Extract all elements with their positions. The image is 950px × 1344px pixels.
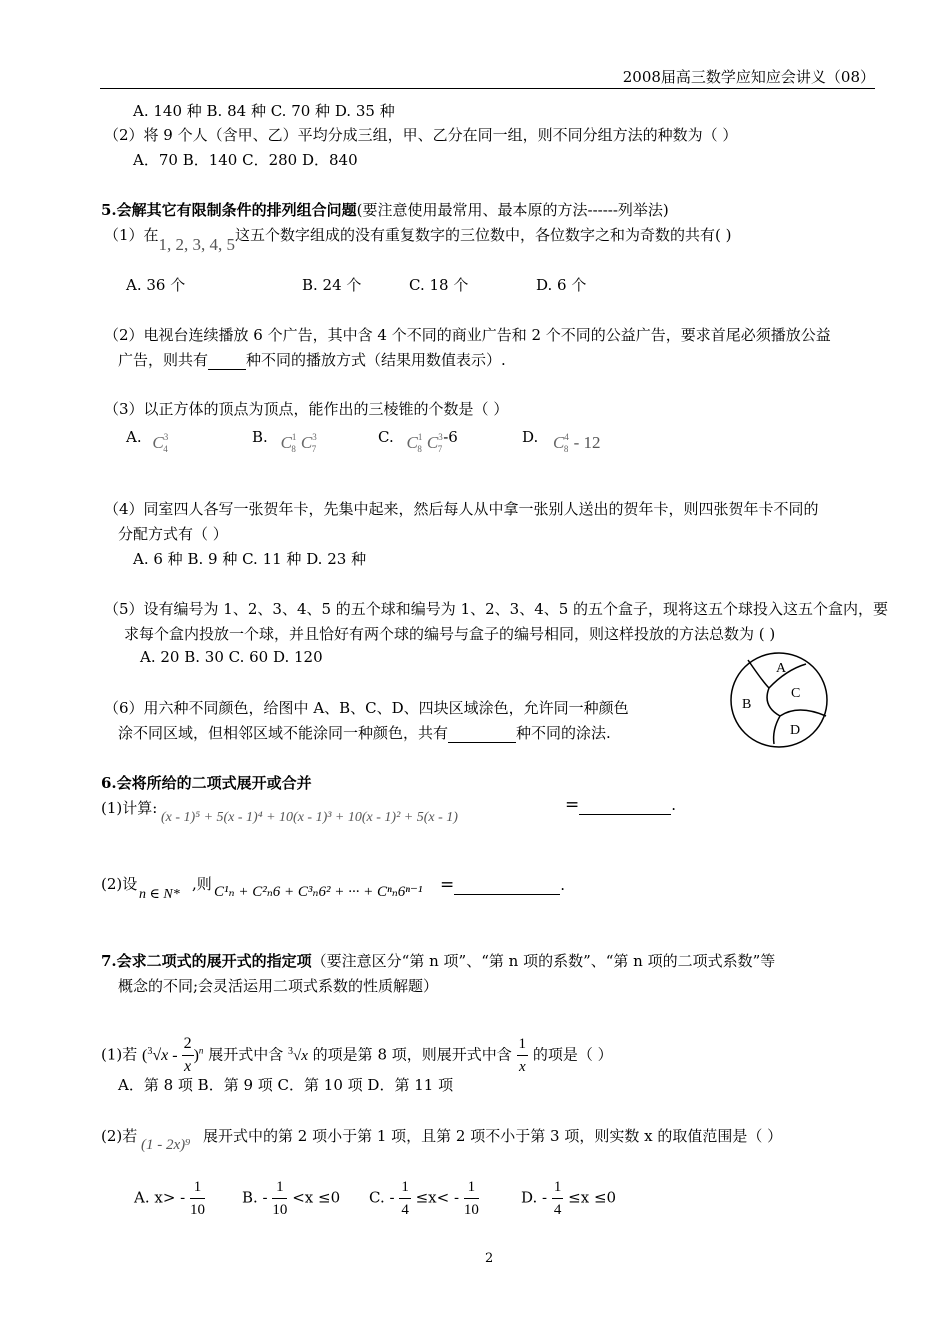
s5-q1-option-d: D. 6 个 [536, 276, 587, 294]
s7-q1-stem [101, 1033, 613, 1078]
s7-q2-option-c [369, 1176, 479, 1221]
section5-title-bold: 5.会解其它有限制条件的排列组合问题 [101, 201, 357, 219]
s5-q2-line1: （2）电视台连续播放 6 个广告，其中含 4 个不同的商业广告和 2 个不同的公益广告，要求首尾必须播放公益 [104, 326, 831, 344]
s7-q2-d-den: 4 [553, 1202, 562, 1218]
s7-q1-binomial: ($^3$√x - $\frac{2}{x}$ )$^n$ [142, 1047, 203, 1064]
s7-q2-b-den: 10 [272, 1202, 288, 1218]
section7-title-bold: 7.会求二项式的展开式的指定项 [101, 952, 312, 970]
s5-q1-stem [104, 224, 732, 254]
s5-q3-d-tail: - 12 [569, 433, 601, 452]
region-coloring-figure [728, 650, 832, 750]
s6-q2-label: (2)设 [101, 875, 138, 893]
figure-divider-2 [769, 664, 806, 688]
s7-q2-c-num2: 1 [464, 1176, 479, 1199]
figure-label-c: C [791, 686, 801, 701]
s5-q6-line2 [118, 722, 611, 743]
s5-q1-option-c: C. 18 个 [409, 276, 469, 294]
s5-q6-answer-blank[interactable] [448, 726, 516, 743]
s7-q2-label: (2)若 [101, 1127, 138, 1145]
header-rule [100, 88, 875, 89]
s7-q2-b-frac [272, 1176, 287, 1221]
s6-q1-expression: (x - 1)⁵ + 5(x - 1)⁴ + 10(x - 1)³ + 10(x - 1)² + 5(x - 1) [161, 810, 458, 825]
s7-q1-frac-2-over-x: $\frac{2}{x}$ [183, 1035, 192, 1076]
s5-q6-line1: （6）用六种不同颜色，给图中 A、B、C、D、四块区域涂色，允许同一种颜色 [104, 699, 629, 717]
s6-q2-expression: C¹ₙ + C²ₙ6 + C³ₙ6² + ··· + Cⁿₙ6ⁿ⁻¹ [214, 884, 423, 900]
s7-q2-c-mid: ≤x< - [415, 1188, 460, 1207]
page-number: 2 [485, 1251, 494, 1266]
section7-title-line2: 概念的不同;会灵活运用二项式系数的性质解题） [118, 977, 439, 995]
s7-q2-d-text: D. - [521, 1188, 548, 1207]
s5-q2-answer-blank[interactable] [208, 353, 246, 370]
section5-title [101, 199, 669, 220]
s7-q1-frac-1-over-x: $\frac{1}{x}$ [517, 1033, 529, 1078]
s7-q2-b-text: B. - [242, 1188, 268, 1207]
s7-q2-c-den2: 10 [463, 1202, 479, 1218]
s5-q1-suffix: 这五个数字组成的没有重复数字的三位数中，各位数字之和为奇数的共有( ) [235, 226, 732, 244]
s7-q2-option-a [134, 1176, 205, 1221]
s5-q4-line1: （4）同室四人各写一张贺年卡，先集中起来，然后每人从中拿一张别人送出的贺年卡，则四张贺年卡不同的 [104, 500, 819, 518]
s7-q2-b-tail: <x ≤0 [292, 1188, 341, 1207]
s5-q2-line2 [118, 349, 506, 370]
s5-q5-line2: 求每个盒内投放一个球，并且恰好有两个球的编号与盒子的编号相同，则这样投放的方法总数为 ( ) [124, 625, 776, 643]
s5-q3-b-label: B. [252, 428, 268, 446]
s5-q3-c-label: C. [378, 428, 394, 446]
s7-q2-d-frac [552, 1176, 564, 1221]
s5-q2-text-b: 种不同的播放方式（结果用数值表示）. [246, 351, 506, 369]
s6-q1-label: (1)计算: [101, 799, 158, 817]
s6-q2-equals: = [440, 875, 455, 895]
s6-q1-answer-blank[interactable] [579, 798, 671, 815]
s5-q3-d-math: $C^4_8$ [553, 432, 569, 454]
s5-q1-prefix: （1）在 [104, 226, 159, 244]
s7-q2-c-num1: 1 [399, 1176, 411, 1199]
s6-q2-answer: = . [440, 875, 566, 895]
s7-q2-b-num: 1 [272, 1176, 287, 1199]
s6-q2-answer-blank[interactable] [454, 878, 560, 895]
s7-q2-option-b [242, 1176, 340, 1221]
s5-q3-option-b [252, 427, 317, 454]
s5-q5-line1: （5）设有编号为 1、2、3、4、5 的五个球和编号为 1、2、3、4、5 的五个盒子，现将这五个球投入这五个盒内，要 [104, 600, 889, 618]
s6-q2-then: ,则 [192, 875, 212, 893]
figure-label-b: B [742, 697, 752, 712]
section5-title-note: (要注意使用最常用、最本原的方法------列举法) [356, 201, 669, 219]
figure-label-d: D [790, 723, 801, 738]
q4-options-line: A. 140 种 B. 84 种 C. 70 种 D. 35 种 [133, 102, 395, 120]
s5-q2-text-a: 广告，则共有 [118, 351, 209, 369]
s5-q3-c-math: $C^1_8$ $C^3_7$ [406, 432, 443, 454]
q4-sub2-options: A．70 B．140 C．280 D．840 [133, 151, 358, 169]
s6-q2-condition: n ∈ N* [139, 887, 180, 902]
s7-q1-cuberoot-x: $^3$√x [287, 1045, 308, 1064]
s5-q4-line2: 分配方式有（ ） [118, 525, 228, 543]
s5-q4-options: A. 6 种 B. 9 种 C. 11 种 D. 23 种 [133, 550, 367, 568]
s7-q2-a-frac [190, 1176, 205, 1221]
s7-q2-a-text: A. x> - [134, 1188, 186, 1207]
s5-q3-option-d [522, 427, 601, 454]
section7-title [101, 950, 775, 971]
q4-sub2-stem: （2）将 9 个人（含甲、乙）平均分成三组，甲、乙分在同一组，则不同分组方法的种数为（ ） [104, 126, 738, 144]
section7-title-note: （要注意区分“第 n 项”、“第 n 项的系数”、“第 n 项的二项式系数”等 [311, 952, 776, 970]
s5-q1-option-b: B. 24 个 [302, 276, 362, 294]
s5-q1-set: 1, 2, 3, 4, 5 [158, 235, 236, 254]
figure-divider-1 [748, 660, 769, 688]
s7-q2-c-text: C. - [369, 1188, 395, 1207]
s5-q5-options: A. 20 B. 30 C. 60 D. 120 [140, 648, 323, 666]
s7-q1-mid: 展开式中含 [208, 1045, 284, 1064]
figure-divider-3 [767, 688, 780, 716]
s7-q2-expression: (1 - 2x)⁹ [141, 1137, 191, 1153]
figure-divider-4 [774, 716, 780, 744]
s5-q3-a-label: A. [126, 428, 142, 446]
s7-q2-stem: 展开式中的第 2 项小于第 1 项，且第 2 项不小于第 3 项，则实数 x 的取值范围是（ ） [203, 1127, 783, 1145]
s7-q1-options: A．第 8 项 B．第 9 项 C．第 10 项 D．第 11 项 [118, 1076, 454, 1094]
s7-q2-c-frac2 [464, 1176, 479, 1221]
s7-q2-c-frac1 [399, 1176, 411, 1221]
s7-q1-suffix: 的项是（ ） [532, 1045, 613, 1064]
s5-q3-b-math: $C^1_8$ $C^3_7$ [280, 432, 317, 454]
s5-q3-d-label: D. [522, 428, 539, 446]
s7-q2-a-num: 1 [190, 1176, 205, 1199]
s7-q1-mid2: 的项是第 8 项，则展开式中含 [312, 1045, 512, 1064]
figure-divider-5 [780, 710, 826, 716]
s5-q3-option-a [126, 427, 169, 454]
s5-q1-option-a: A. 36 个 [126, 276, 186, 294]
s7-q2-c-den1: 4 [401, 1202, 409, 1218]
s5-q3-stem: （3）以正方体的顶点为顶点，能作出的三棱锥的个数是（ ） [104, 400, 509, 418]
s5-q3-a-math: $C^3_4$ [152, 432, 169, 454]
s5-q6-text-a: 涂不同区域，但相邻区域不能涂同一种颜色，共有 [118, 724, 449, 742]
page-header-title: 2008届高三数学应知应会讲义（08） [622, 68, 875, 86]
s6-q1-answer: = . [565, 795, 677, 815]
s7-q2-a-den: 10 [190, 1202, 206, 1218]
s7-q2-option-d [521, 1176, 616, 1221]
s7-q2-d-tail: ≤x ≤0 [568, 1188, 617, 1207]
figure-label-a: A [776, 661, 787, 676]
s7-q1-prefix: (1)若 [101, 1045, 138, 1064]
s5-q3-option-c [378, 427, 458, 454]
section6-title: 6.会将所给的二项式展开或合并 [101, 774, 312, 792]
s5-q6-text-b: 种不同的涂法. [516, 724, 611, 742]
s6-q1-equals: = [565, 795, 580, 815]
s7-q2-d-num: 1 [552, 1176, 564, 1199]
s5-q3-c-tail: -6 [443, 428, 458, 446]
